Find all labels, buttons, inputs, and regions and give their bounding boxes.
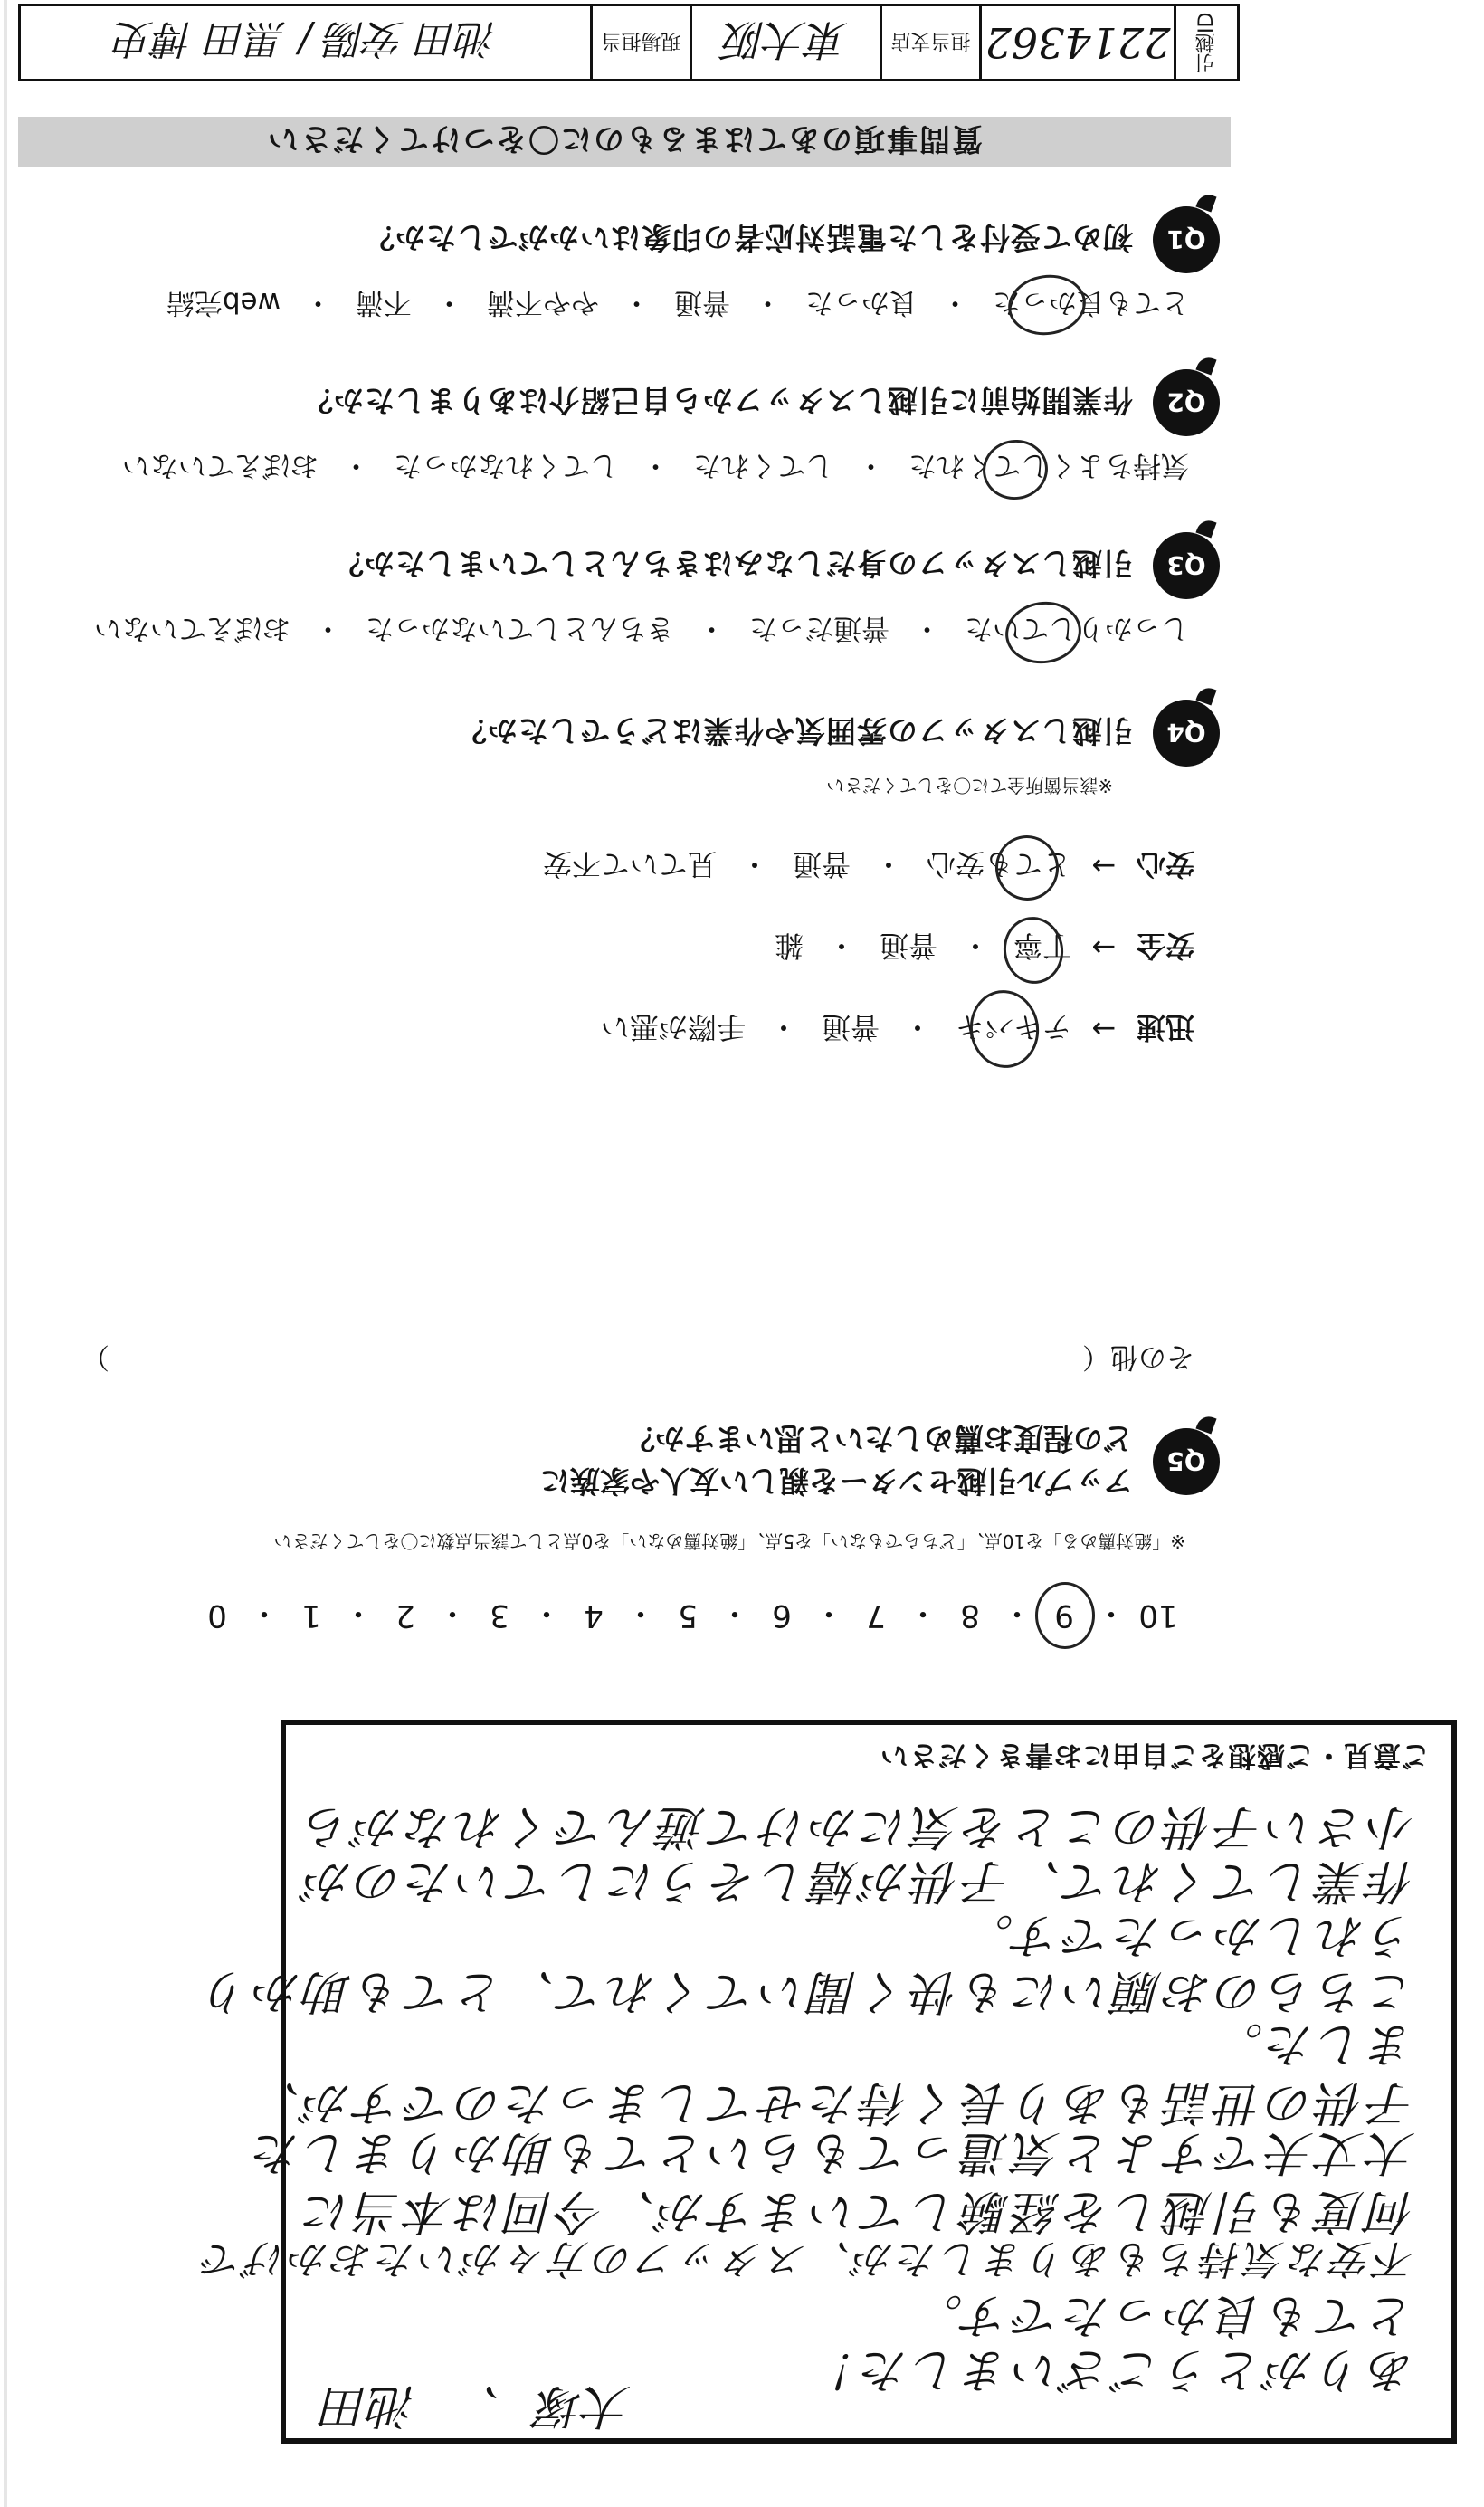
q4-other-row (81, 1339, 1194, 1380)
signature-name: 大塚 (537, 2378, 632, 2433)
branch-value-cell (690, 6, 880, 79)
q4-text: 引越しスタッフの雰囲気や作業はどうでしたか？ (456, 713, 1133, 749)
q5-text-line1: アップル引越センターを親しい友人や家族に (539, 1463, 1133, 1499)
branch-value: 東大阪 (723, 15, 849, 64)
q1-option[interactable]: 普通 (674, 286, 730, 319)
comments-title: ご意見・ご感想をご自由にお書きください (880, 1739, 1430, 1771)
staff-value-cell (21, 6, 590, 79)
q1-selection-circle (1004, 270, 1089, 339)
q4-note: ※該当箇所全てに〇をしてください (826, 775, 1113, 796)
q5-scale-value[interactable]: 9 (1054, 1597, 1074, 1635)
q5-scale-value[interactable]: 0 (207, 1597, 227, 1635)
question-5 (540, 1421, 1220, 1502)
q5-scale-value[interactable]: 5 (678, 1597, 698, 1635)
arrow-icon: → (1091, 1012, 1117, 1046)
comment-line: 子供の世話もあり長く待たせてしまったのですが、 (249, 2075, 1415, 2130)
arrow-icon: → (1091, 849, 1117, 883)
q4-jinsoku-selection-circle (965, 986, 1043, 1072)
scan-edge (4, 0, 7, 2507)
q4-option[interactable]: 見ていて不安 (542, 847, 717, 882)
q4-option[interactable]: 丁寧 (1013, 929, 1071, 963)
q2-option[interactable]: してくれなかった (394, 449, 618, 481)
q5-scale-value[interactable]: 2 (395, 1597, 415, 1635)
q2-selection-circle (979, 435, 1051, 503)
instruction-header (18, 117, 1231, 167)
comment-line: 不安な気持ちもありましたが、スタッフの方々がいたおかげで (199, 2235, 1415, 2282)
comment-line: ました。 (1212, 2016, 1415, 2071)
id-value-cell (979, 6, 1174, 79)
instruction-text: 質問事項のあてはまるものに〇をつけてください (266, 120, 983, 157)
question-2 (302, 371, 1220, 434)
q3-option[interactable]: おぼえていない (94, 612, 290, 644)
id-value: 2214362 (985, 18, 1171, 67)
branch-label-cell (880, 6, 979, 79)
q4-row-label: 迅速 (1136, 1010, 1194, 1044)
branch-label: 担当支店 (890, 29, 971, 52)
comment-line: こちらのお願いにも快く聞いてくれて、とても助かり (200, 1964, 1415, 2018)
q3-option[interactable]: 普通だった (749, 612, 889, 644)
staff-label: 現場担当 (601, 29, 681, 52)
comment-signature: 大塚 、 池田 (322, 2378, 632, 2433)
q2-option[interactable]: おぼえていない (122, 449, 319, 481)
q5-text-line2: どの程度お薦めしたいと思いますか？ (625, 1421, 1133, 1456)
q2-text: 作業開始前に引越しスタッフから自己紹介はありましたか？ (302, 383, 1133, 419)
q4-row-anshin: 安心 → とても安心 ・ 普通 ・ 見ていて不安 (537, 845, 1194, 887)
q1-option[interactable]: とても良かった (993, 286, 1189, 319)
staff-value: 池田 安陽 / 黒田 博史 (114, 15, 497, 62)
q1-text: 初めて受付をした電話対応者の印象はいかがでしたか？ (364, 220, 1133, 256)
q5-scale-value[interactable]: 6 (772, 1597, 792, 1635)
q5-note: ※「絶対薦める」を10点、「どちらでもない」を5点、「絶対薦めない」を0点として該当点数に〇をしてください (273, 1530, 1185, 1552)
id-table (18, 4, 1240, 81)
comment-line: 作業してくれて、子供が嬉しそうにしていたのが (301, 1854, 1415, 1908)
q4-other-label: その他（ (1082, 1340, 1194, 1373)
question-4 (456, 701, 1220, 765)
staff-label-cell (590, 6, 690, 79)
q4-option[interactable]: とても安心 (926, 847, 1071, 882)
q4-option[interactable]: 普通 (821, 1010, 880, 1044)
q3-option[interactable]: きちんとしていなかった (366, 612, 674, 644)
comment-line: とても良かったです。 (912, 2288, 1415, 2342)
q4-option[interactable]: 普通 (879, 929, 937, 963)
q5-selection-circle (1035, 1582, 1095, 1649)
q3-badge: Q3 (1153, 532, 1220, 599)
q4-anshin-selection-circle (991, 831, 1062, 904)
id-label: 引越ID (1195, 12, 1218, 73)
q4-option[interactable]: 手際が悪い (600, 1010, 746, 1044)
q5-scale-value[interactable]: 7 (866, 1597, 886, 1635)
q3-text: 引越しスタッフの身だしなみはきちんとしていましたか？ (333, 546, 1133, 582)
q3-options: しっかりしていた ・ 普通だった ・ きちんとしていなかった ・ おぼえていない (89, 611, 1194, 652)
q4-option[interactable]: 雑 (774, 929, 804, 963)
q4-row-label: 安心 (1136, 847, 1194, 882)
q2-option[interactable]: 気持ちよくしてくれた (908, 449, 1189, 481)
q1-badge: Q1 (1153, 206, 1220, 273)
q5-scale-value[interactable]: 3 (490, 1597, 509, 1635)
q5-scale-value[interactable]: 8 (960, 1597, 980, 1635)
comment-line: 何度も引越しを経験していますが、今回は本当に (300, 2184, 1415, 2238)
q5-badge: Q5 (1153, 1428, 1220, 1495)
q3-selection-circle (1002, 596, 1086, 668)
q4-option[interactable]: 普通 (792, 847, 851, 882)
comments-box (199, 1720, 1457, 2444)
q4-row-jinsoku: 迅速 → テキパキ ・ 普通 ・ 手際が悪い (595, 1008, 1194, 1050)
id-table-label-cell (1174, 6, 1237, 79)
q4-option[interactable]: テキパキ (955, 1010, 1071, 1044)
q4-row-label: 安全 (1136, 929, 1194, 963)
q4-row-anzen: 安全 → 丁寧 ・ 普通 ・ 雑 (769, 927, 1194, 968)
q3-option[interactable]: しっかりしていた (965, 612, 1189, 644)
q1-options: とても良かった ・ 良かった ・ 普通 ・ やや不満 ・ 不満 ・ web完結 (161, 285, 1194, 326)
arrow-icon: → (1091, 930, 1117, 965)
q5-scale-value[interactable]: 4 (584, 1597, 604, 1635)
comment-line: 小さい子供のことを気にかけて遊んでくれながら (300, 1799, 1415, 1854)
q4-badge: Q4 (1153, 700, 1220, 767)
q2-option[interactable]: してくれた (693, 449, 833, 481)
q5-scale: 10 ・ 9 ・ 8 ・ 7 ・ 6 ・ 5 ・ 4 ・ 3 ・ 2 ・ 1 ・ 0 (195, 1594, 1181, 1638)
q2-badge: Q2 (1153, 369, 1220, 436)
comment-line: 大丈夫ですよと気遣ってもらいとても助かりました (249, 2125, 1415, 2179)
q1-option[interactable]: 良かった (805, 286, 918, 319)
q4-anzen-selection-circle (999, 913, 1068, 987)
q1-option[interactable]: やや不満 (487, 286, 599, 319)
q1-option[interactable]: 不満 (356, 286, 412, 319)
q2-options: 気持ちよくしてくれた ・ してくれた ・ してくれなかった ・ おぼえていない (117, 448, 1194, 489)
question-1 (364, 208, 1220, 272)
comment-line: ありがとうございました！ (806, 2342, 1415, 2397)
question-3 (333, 534, 1220, 597)
q5-scale-value[interactable]: 10 (1138, 1597, 1178, 1635)
signature-name: 池田 (322, 2378, 417, 2433)
comment-line: うれしかったです。 (963, 1908, 1415, 1962)
q4-other-close: ） (81, 1340, 109, 1373)
q5-scale-value[interactable]: 1 (301, 1597, 321, 1635)
q1-option[interactable]: web完結 (166, 286, 281, 319)
